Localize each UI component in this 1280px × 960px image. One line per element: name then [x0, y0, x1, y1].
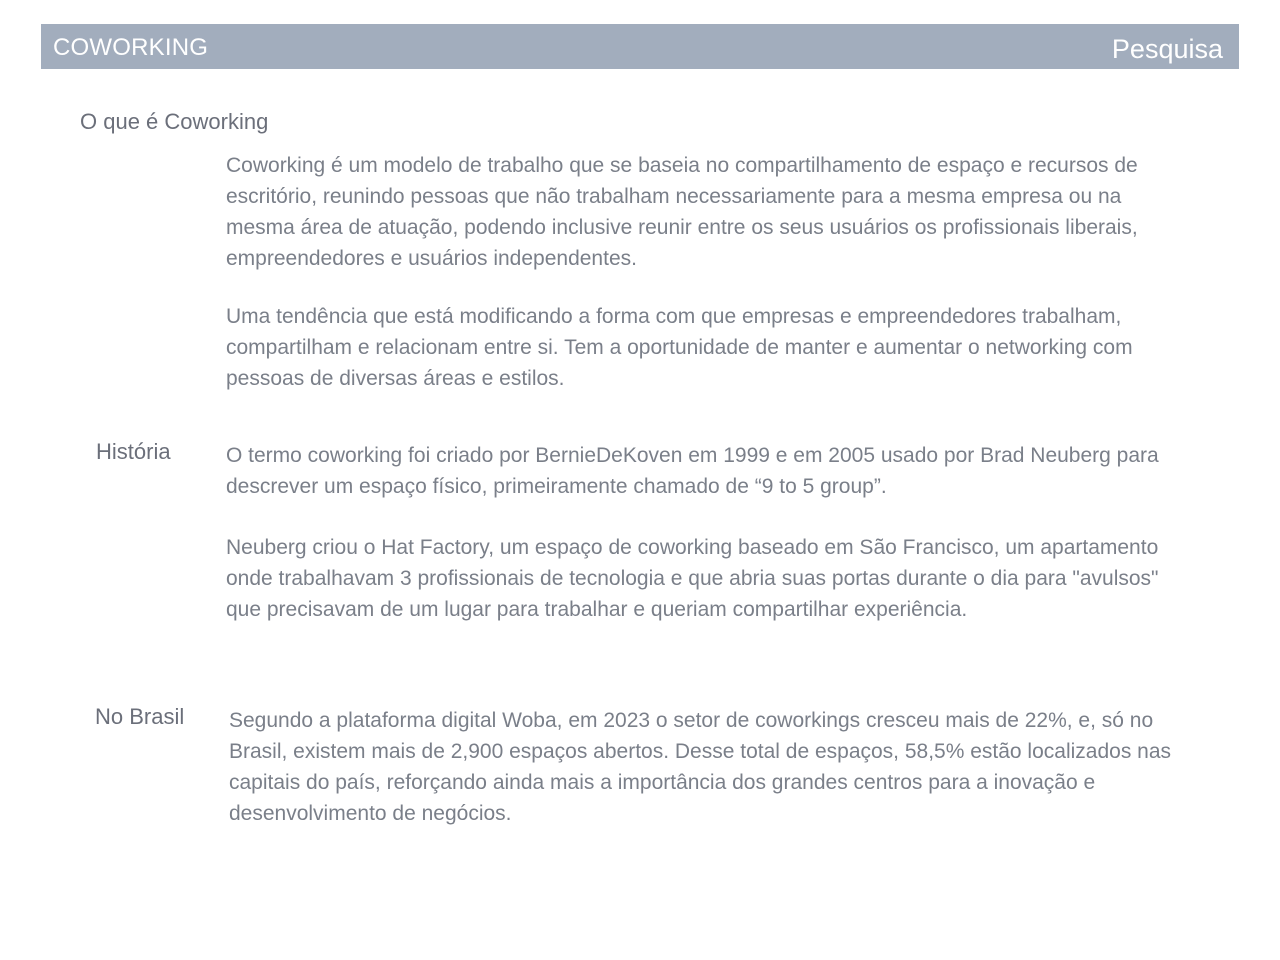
header-section-title: Pesquisa [1111, 34, 1223, 64]
section-label-no-brasil: No Brasil [95, 704, 185, 729]
paragraph-historia-hat-factory: Neuberg criou o Hat Factory, um espaço de coworking baseado em São Francisco, um apartamento onde trabalhavam 3 profissionais de tecnologia e que abria suas portas durante o dia para "avulsos" que precisavam de um lugar para trabalhar e queriam compartilhar experiência. [226, 536, 1159, 621]
section-label-o-que-e-coworking: O que é Coworking [80, 109, 269, 134]
paragraph-coworking-definition: Coworking é um modelo de trabalho que se baseia no compartilhamento de espaço e recursos de escritório, reunindo pessoas que não trabalham necessariamente para a mesma empresa ou na mesma área de atuação, podendo inclusive reunir entre os seus usuários os profissionais liberais, empreendedores e usuários independentes. [226, 154, 1138, 270]
section-label-historia: História [96, 439, 171, 464]
header-title: COWORKING [53, 34, 209, 61]
paragraph-no-brasil: Segundo a plataforma digital Woba, em 2023 o setor de coworkings cresceu mais de 22%, e, só no Brasil, existem mais de 2,900 espaços abertos. Desse total de espaços, 58,5% estão localizados nas capitais do país, reforçando ainda mais a importância dos grandes centros para a inovação e desenvolvimento de negócios. [229, 709, 1172, 825]
header-bar [41, 24, 1239, 69]
paragraph-coworking-trend: Uma tendência que está modificando a forma com que empresas e empreendedores trabalham, compartilham e relacionam entre si. Tem a oportunidade de manter e aumentar o networking com pessoas de diversas áreas e estilos. [226, 305, 1133, 390]
paragraph-historia-origin: O termo coworking foi criado por BernieDeKoven em 1999 e em 2005 usado por Brad Neuberg para descrever um espaço físico, primeiramente chamado de “9 to 5 group”. [226, 444, 1159, 498]
